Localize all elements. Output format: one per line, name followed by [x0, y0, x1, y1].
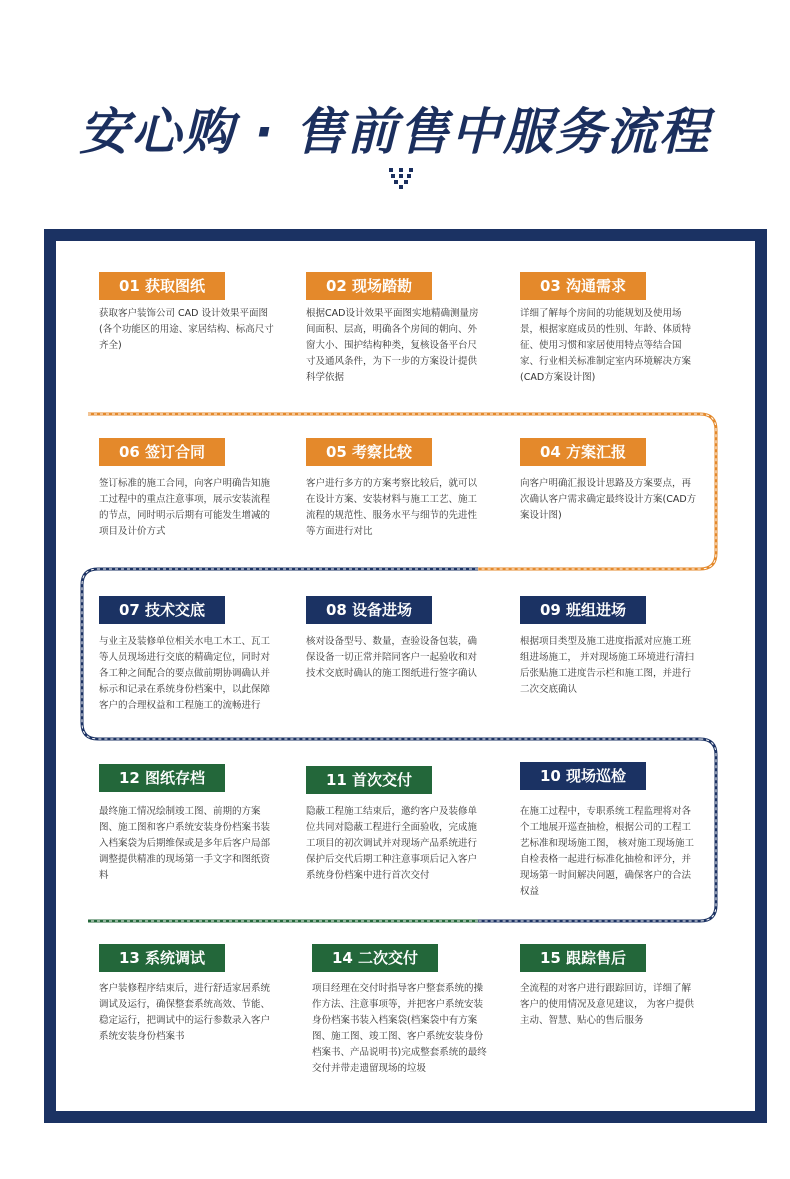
step-03-text: 详细了解每个房间的功能规划及使用场景，根据家庭成员的性别、年龄、体质特征、使用习惯和家居使用特点等结合国家、行业相关标准制定室内环境解决方案(CAD方案设计图)	[520, 308, 692, 383]
step-06-label: 06 签订合同	[99, 438, 225, 466]
step-12-text: 最终施工情况绘制竣工图、前期的方案图、施工图和客户系统安装身份档案书装入档案袋为后期维保或是多年后客户局部调整提供精准的现场第一手文字和图纸资料	[99, 806, 271, 881]
step-10-text: 在施工过程中，专职系统工程监理将对各个工地展开巡查抽检，根据公司的工程工艺标准和现场施工图， 核对施工现场施工自检表格一起进行标准化抽检和评分，并现场第一时间解决问题，确保客户的合法权益	[520, 806, 695, 897]
page-title: 安心购 · 售前售中服务流程	[79, 103, 711, 161]
step-01-label: 01 获取图纸	[99, 272, 225, 300]
step-04-text: 向客户明确汇报设计思路及方案要点，再次确认客户需求确定最终设计方案(CAD方案设计图)	[520, 478, 697, 521]
step-05-label: 05 考察比较	[306, 438, 432, 466]
step-08-label: 08 设备进场	[306, 596, 432, 624]
step-14-text: 项目经理在交付时指导客户整套系统的操作方法、注意事项等，并把客户系统安装身份档案书装入档案袋(档案袋中有方案图、施工图、竣工图、客户系统安装身份档案书、产品说明书)完成整套系统的最终交付并带走遗留现场的垃圾	[312, 983, 487, 1074]
step-13-label: 13 系统调试	[99, 944, 225, 972]
step-15-text: 全流程的对客户进行跟踪回访，详细了解客户的使用情况及意见建议， 为客户提供主动、智慧、贴心的售后服务	[520, 983, 695, 1026]
step-02-text: 根据CAD设计效果平面图实地精确测量房间面积、层高，明确各个房间的朝向、外窗大小、围护结构种类，复核设备平台尺寸及通风条件，为下一步的方案设计提供科学依据	[306, 308, 479, 383]
step-05-text: 客户进行多方的方案考察比较后，就可以在设计方案、安装材料与施工工艺、施工流程的规范性、服务水平与细节的先进性等方面进行对比	[306, 478, 478, 537]
brand-logo-icon	[389, 168, 413, 190]
step-14-label: 14 二次交付	[312, 944, 438, 972]
step-10-label: 10 现场巡检	[520, 762, 646, 790]
step-13-text: 客户装修程序结束后，进行舒适家居系统调试及运行，确保整套系统高效、节能、稳定运行，把调试中的运行参数录入客户系统安装身份档案书	[99, 983, 271, 1042]
step-01-text: 获取客户装饰公司 CAD 设计效果平面图(各个功能区的用途、家居结构、标高尺寸齐全)	[99, 308, 274, 351]
step-07-text: 与业主及装修单位相关水电工木工、瓦工等人员现场进行交底的精确定位，同时对各工种之间配合的要点做前期协调确认并标示和记录在系统身份档案中，以此保障客户的合理权益和工程施工的流畅进行	[99, 636, 271, 711]
step-09-label: 09 班组进场	[520, 596, 646, 624]
step-08-text: 核对设备型号、数量，查验设备包装，确保设备一切正常并陪同客户一起验收和对技术交底时确认的施工图纸进行签字确认	[306, 636, 478, 679]
step-03-label: 03 沟通需求	[520, 272, 646, 300]
step-12-label: 12 图纸存档	[99, 764, 225, 792]
step-02-label: 02 现场踏勘	[306, 272, 432, 300]
step-11-text: 隐蔽工程施工结束后，邀约客户及装修单位共同对隐蔽工程进行全面验收，完成施工项目的初次调试并对现场产品系统进行保护后交代后期工种注意事项后记入客户系统身份档案中进行首次交付	[306, 806, 478, 881]
step-09-text: 根据项目类型及施工进度指派对应施工班组进场施工， 并对现场施工环境进行清扫后张贴施工进度告示栏和施工图，并进行二次交底确认	[520, 636, 695, 695]
step-04-label: 04 方案汇报	[520, 438, 646, 466]
step-15-label: 15 跟踪售后	[520, 944, 646, 972]
step-11-label: 11 首次交付	[306, 766, 432, 794]
step-07-label: 07 技术交底	[99, 596, 225, 624]
step-06-text: 签订标准的施工合同，向客户明确告知施工过程中的重点注意事项，展示安装流程的节点，同时明示后期有可能发生增减的项目及计价方式	[99, 478, 271, 537]
